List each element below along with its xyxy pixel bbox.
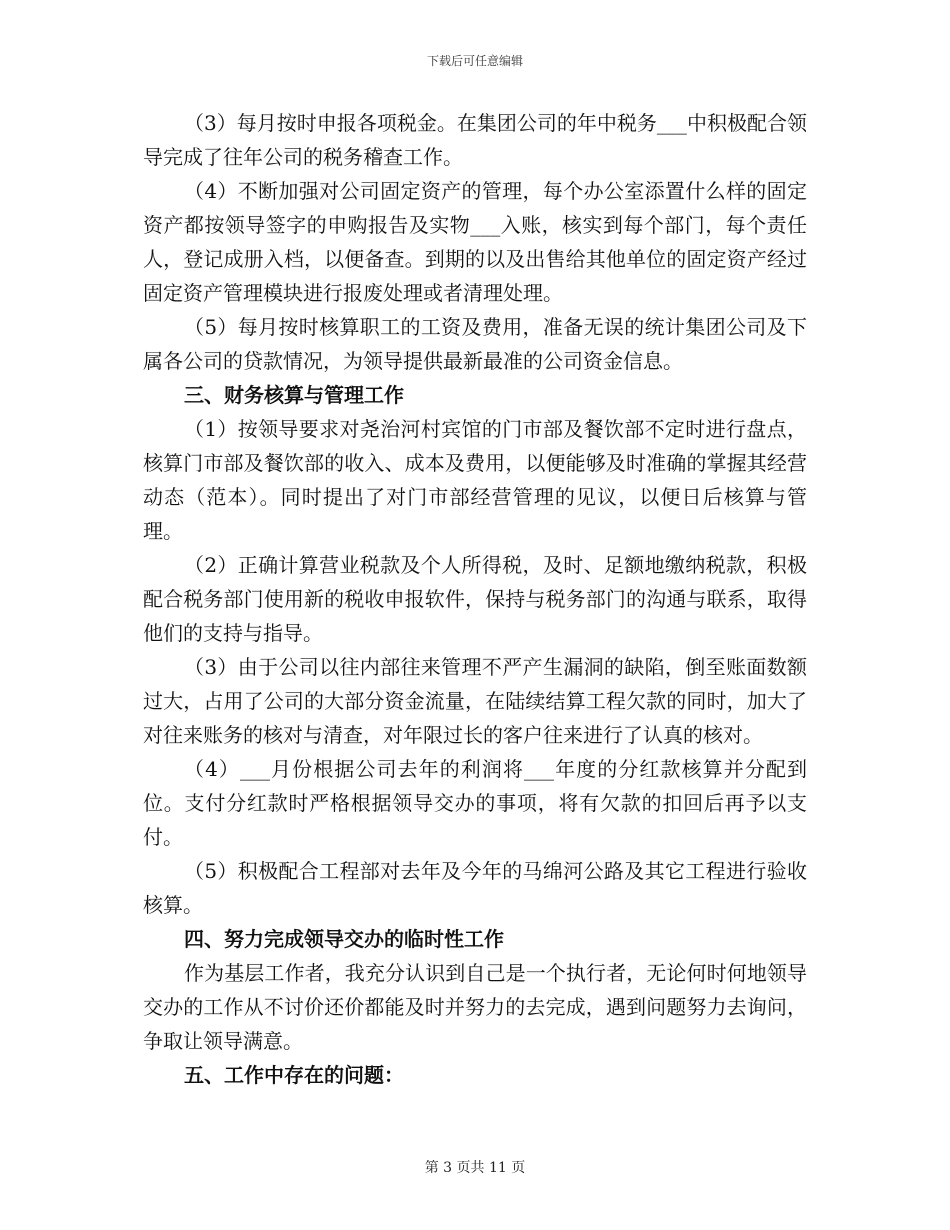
document-body <box>143 106 807 1092</box>
section-heading: 五、工作中存在的问题： <box>184 1063 404 1087</box>
section-heading: 四、努力完成领导交办的临时性工作 <box>184 927 504 951</box>
paragraph: （1）按领导要求对尧治河村宾馆的门市部及餐饮部不定时进行盘点，核算门市部及餐饮部的收入、成本及费用，以便能够及时准确的掌握其经营动态（范本）。同时提出了对门市部经营管理的见议，以便日后核算与管理。 <box>143 417 807 543</box>
paragraph: （3）由于公司以往内部往来管理不严产生漏洞的缺陷，倒至账面数额过大，占用了公司的大部分资金流量，在陆续结算工程欠款的同时，加大了对往来账务的核对与清查，对年限过长的客户往来进行了认真的核对。 <box>143 655 807 747</box>
page-header: 下载后可任意编辑 <box>426 54 523 68</box>
paragraph: （3）每月按时申报各项税金。在集团公司的年中税务___中积极配合领导完成了往年公司的税务稽查工作。 <box>143 111 807 169</box>
paragraph: 作为基层工作者，我充分认识到自己是一个执行者，无论何时何地领导交办的工作从不讨价还价都能及时并努力的去完成，遇到问题努力去询问，争取让领导满意。 <box>143 961 807 1053</box>
paragraph: （4）___月份根据公司去年的利润将___年度的分红款核算并分配到位。支付分红款时严格根据领导交办的事项，将有欠款的扣回后再予以支付。 <box>143 757 807 849</box>
paragraph: （2）正确计算营业税款及个人所得税，及时、足额地缴纳税款，积极配合税务部门使用新的税收申报软件，保持与税务部门的沟通与联系，取得他们的支持与指导。 <box>143 553 807 645</box>
paragraph: （5）积极配合工程部对去年及今年的马绵河公路及其它工程进行验收核算。 <box>143 859 807 917</box>
section-heading: 三、财务核算与管理工作 <box>184 383 404 407</box>
paragraph: （4）不断加强对公司固定资产的管理，每个办公室添置什么样的固定资产都按领导签字的申购报告及实物___入账，核实到每个部门，每个责任人，登记成册入档，以便备查。到期的以及出售给其他单位的固定资产经过固定资产管理模块进行报废处理或者清理处理。 <box>143 179 807 305</box>
page-footer: 第 3 页共 11 页 <box>424 1160 526 1176</box>
paragraph: （5）每月按时核算职工的工资及费用，准备无误的统计集团公司及下属各公司的贷款情况，为领导提供最新最准的公司资金信息。 <box>143 315 807 373</box>
